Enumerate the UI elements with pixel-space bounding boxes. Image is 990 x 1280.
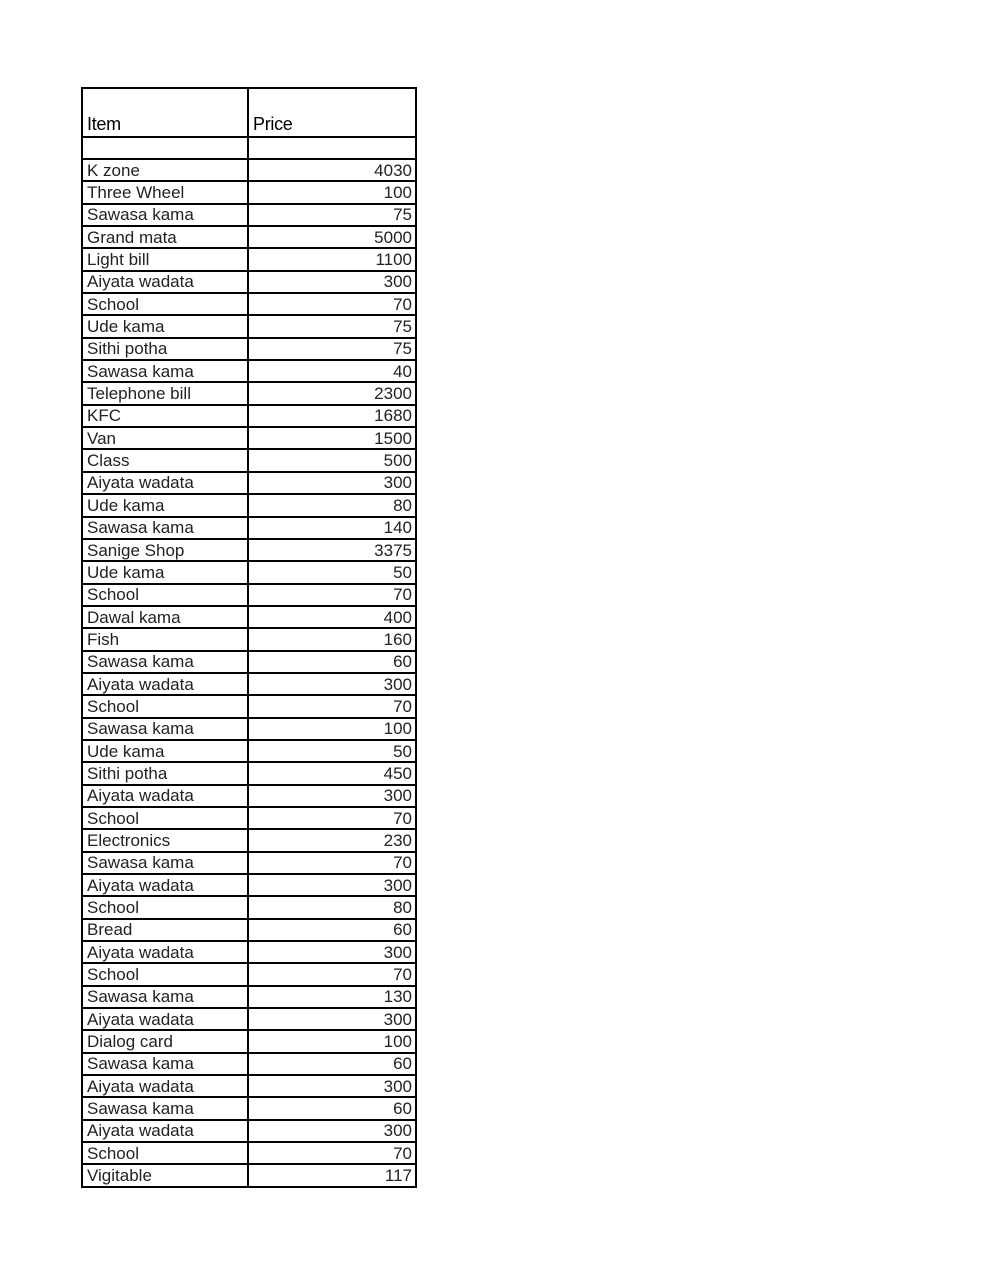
- item-cell: K zone: [82, 159, 248, 181]
- item-cell: Electronics: [82, 829, 248, 851]
- item-cell: Sanige Shop: [82, 539, 248, 561]
- table-row: [82, 449, 416, 471]
- item-cell: Sawasa kama: [82, 986, 248, 1008]
- table-row: [82, 584, 416, 606]
- item-cell: Sawasa kama: [82, 204, 248, 226]
- table-row: [82, 561, 416, 583]
- price-cell: 40: [248, 360, 416, 382]
- table-row: [82, 963, 416, 985]
- price-cell: 2300: [248, 382, 416, 404]
- table-row: [82, 807, 416, 829]
- table-row: [82, 539, 416, 561]
- item-cell: Van: [82, 427, 248, 449]
- item-column-header: Item: [82, 88, 248, 137]
- item-cell: Aiyata wadata: [82, 941, 248, 963]
- price-cell: 140: [248, 517, 416, 539]
- table-row: [82, 338, 416, 360]
- price-cell: 60: [248, 1097, 416, 1119]
- price-cell: 300: [248, 673, 416, 695]
- item-cell: Sawasa kama: [82, 718, 248, 740]
- price-cell: 1100: [248, 248, 416, 270]
- price-cell: 100: [248, 718, 416, 740]
- price-cell: 80: [248, 896, 416, 918]
- table-row: [82, 829, 416, 851]
- item-cell: Aiyata wadata: [82, 1008, 248, 1030]
- table-row: [82, 472, 416, 494]
- table-row: [82, 159, 416, 181]
- price-cell: 100: [248, 1030, 416, 1052]
- table-row: [82, 427, 416, 449]
- price-cell: 70: [248, 807, 416, 829]
- item-cell: Ude kama: [82, 494, 248, 516]
- table-row: [82, 695, 416, 717]
- table-row: [82, 762, 416, 784]
- item-cell: Light bill: [82, 248, 248, 270]
- item-cell: KFC: [82, 405, 248, 427]
- item-cell: Dialog card: [82, 1030, 248, 1052]
- price-cell: 4030: [248, 159, 416, 181]
- table-row: [82, 181, 416, 203]
- item-cell: Ude kama: [82, 740, 248, 762]
- price-cell: 70: [248, 695, 416, 717]
- price-cell: 70: [248, 963, 416, 985]
- price-cell: 230: [248, 829, 416, 851]
- price-cell: 500: [248, 449, 416, 471]
- blank-price-cell: [248, 137, 416, 159]
- item-cell: School: [82, 896, 248, 918]
- table-row: [82, 517, 416, 539]
- table-row: [82, 986, 416, 1008]
- table-row: [82, 271, 416, 293]
- table-row: [82, 1075, 416, 1097]
- table-row: [82, 1164, 416, 1186]
- price-cell: 300: [248, 874, 416, 896]
- item-cell: School: [82, 807, 248, 829]
- item-cell: Three Wheel: [82, 181, 248, 203]
- table-row: [82, 673, 416, 695]
- item-cell: Sawasa kama: [82, 651, 248, 673]
- price-cell: 300: [248, 941, 416, 963]
- price-cell: 160: [248, 628, 416, 650]
- price-cell: 75: [248, 315, 416, 337]
- item-cell: Aiyata wadata: [82, 1120, 248, 1142]
- item-cell: Sawasa kama: [82, 852, 248, 874]
- price-cell: 130: [248, 986, 416, 1008]
- price-cell: 450: [248, 762, 416, 784]
- table-row: [82, 494, 416, 516]
- table-row: [82, 1030, 416, 1052]
- table-row: [82, 1053, 416, 1075]
- price-cell: 80: [248, 494, 416, 516]
- item-cell: Grand mata: [82, 226, 248, 248]
- item-cell: Telephone bill: [82, 382, 248, 404]
- table-row: [82, 785, 416, 807]
- price-cell: 1680: [248, 405, 416, 427]
- item-cell: Dawal kama: [82, 606, 248, 628]
- table-row: [82, 382, 416, 404]
- table-row: [82, 226, 416, 248]
- price-cell: 50: [248, 561, 416, 583]
- price-cell: 70: [248, 293, 416, 315]
- item-cell: Sawasa kama: [82, 517, 248, 539]
- price-cell: 60: [248, 651, 416, 673]
- price-cell: 400: [248, 606, 416, 628]
- table-row: [82, 874, 416, 896]
- item-cell: Fish: [82, 628, 248, 650]
- table-row: [82, 1120, 416, 1142]
- price-cell: 60: [248, 1053, 416, 1075]
- blank-item-cell: [82, 137, 248, 159]
- price-cell: 300: [248, 271, 416, 293]
- table-row: [82, 740, 416, 762]
- price-cell: 75: [248, 204, 416, 226]
- item-cell: School: [82, 584, 248, 606]
- table-row: [82, 1097, 416, 1119]
- table-row: [82, 896, 416, 918]
- price-cell: 100: [248, 181, 416, 203]
- item-cell: Sithi potha: [82, 338, 248, 360]
- table-row: [82, 919, 416, 941]
- item-cell: School: [82, 293, 248, 315]
- item-cell: Ude kama: [82, 561, 248, 583]
- item-cell: Aiyata wadata: [82, 1075, 248, 1097]
- item-cell: Sawasa kama: [82, 360, 248, 382]
- price-cell: 70: [248, 852, 416, 874]
- table-row: [82, 651, 416, 673]
- price-cell: 50: [248, 740, 416, 762]
- price-cell: 300: [248, 785, 416, 807]
- price-column-header: Price: [248, 88, 416, 137]
- price-cell: 300: [248, 1008, 416, 1030]
- item-cell: Ude kama: [82, 315, 248, 337]
- table-row: [82, 315, 416, 337]
- table-row: [82, 718, 416, 740]
- item-cell: Aiyata wadata: [82, 472, 248, 494]
- header-row: [82, 88, 416, 137]
- table-row: [82, 204, 416, 226]
- item-cell: Aiyata wadata: [82, 785, 248, 807]
- item-cell: Aiyata wadata: [82, 874, 248, 896]
- item-cell: Aiyata wadata: [82, 271, 248, 293]
- price-cell: 5000: [248, 226, 416, 248]
- table-row: [82, 360, 416, 382]
- price-cell: 300: [248, 1075, 416, 1097]
- price-cell: 3375: [248, 539, 416, 561]
- item-cell: Aiyata wadata: [82, 673, 248, 695]
- price-cell: 60: [248, 919, 416, 941]
- table-row: [82, 248, 416, 270]
- price-cell: 75: [248, 338, 416, 360]
- table-row: [82, 405, 416, 427]
- item-cell: School: [82, 963, 248, 985]
- expense-table: [81, 87, 417, 1188]
- table-row: [82, 852, 416, 874]
- table-row: [82, 1008, 416, 1030]
- blank-row: [82, 137, 416, 159]
- item-cell: School: [82, 1142, 248, 1164]
- item-cell: Sithi potha: [82, 762, 248, 784]
- table-row: [82, 606, 416, 628]
- table-row: [82, 293, 416, 315]
- table-row: [82, 628, 416, 650]
- price-cell: 300: [248, 472, 416, 494]
- price-cell: 70: [248, 584, 416, 606]
- item-cell: School: [82, 695, 248, 717]
- item-cell: Sawasa kama: [82, 1053, 248, 1075]
- table-row: [82, 1142, 416, 1164]
- item-cell: Class: [82, 449, 248, 471]
- price-cell: 70: [248, 1142, 416, 1164]
- item-cell: Sawasa kama: [82, 1097, 248, 1119]
- item-cell: Bread: [82, 919, 248, 941]
- price-cell: 117: [248, 1164, 416, 1186]
- item-cell: Vigitable: [82, 1164, 248, 1186]
- table-row: [82, 941, 416, 963]
- price-cell: 300: [248, 1120, 416, 1142]
- price-cell: 1500: [248, 427, 416, 449]
